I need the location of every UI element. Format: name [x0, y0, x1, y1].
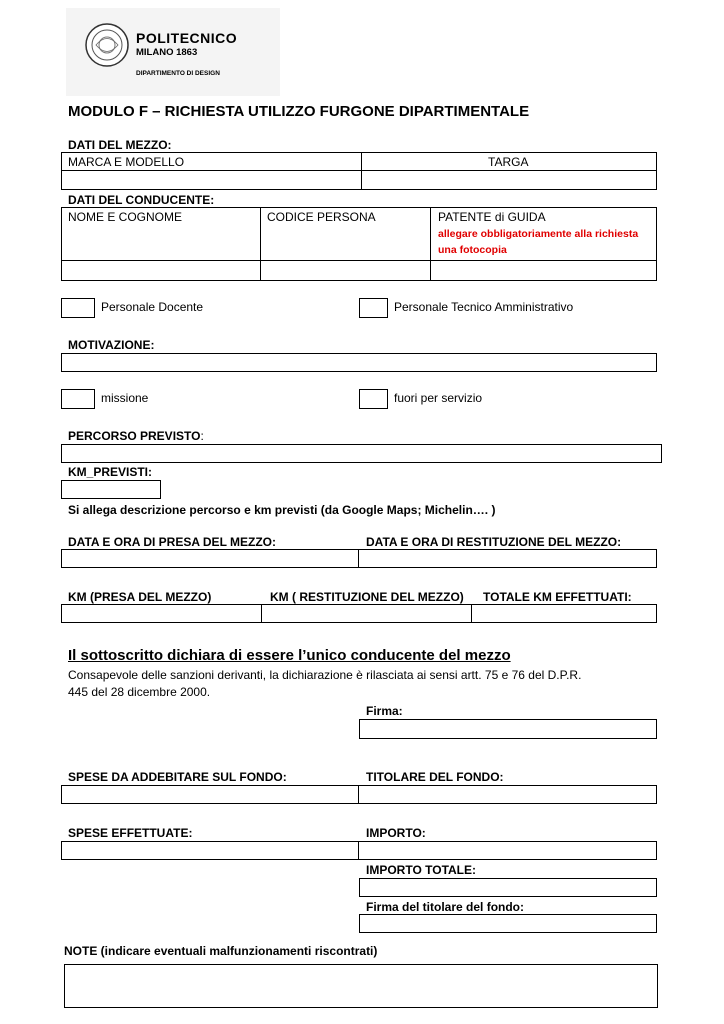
- notes-input[interactable]: [64, 964, 658, 1008]
- fund-holder-label: TITOLARE DEL FONDO:: [366, 770, 504, 784]
- service-checkbox[interactable]: [359, 389, 388, 409]
- service-label: fuori per servizio: [394, 391, 483, 405]
- route-colon: :: [200, 429, 204, 443]
- total-amount-input[interactable]: [359, 878, 657, 897]
- license-note: allegare obbligatoriamente alla richiesta una fotocopia: [438, 228, 639, 256]
- technical-staff-checkbox[interactable]: [359, 298, 388, 318]
- fund-charge-input[interactable]: [61, 785, 359, 804]
- fund-holder-input[interactable]: [358, 785, 657, 804]
- signature-input[interactable]: [359, 719, 657, 739]
- motivation-label: MOTIVAZIONE:: [68, 338, 155, 352]
- pickup-datetime-label: DATA E ORA DI PRESA DEL MEZZO:: [68, 535, 277, 549]
- expenses-label: SPESE EFFETTUATE:: [68, 826, 193, 840]
- route-input[interactable]: [61, 444, 662, 463]
- logo-name: POLITECNICO: [136, 30, 238, 46]
- person-code-header-cell: [260, 207, 431, 261]
- route-label: PERCORSO PREVISTO: [68, 429, 201, 443]
- km-pickup-input[interactable]: [61, 604, 262, 623]
- km-pickup-label: KM (PRESA DEL MEZZO): [68, 590, 212, 604]
- license-header-cell: [430, 207, 657, 261]
- return-datetime-input[interactable]: [358, 549, 657, 568]
- km-total-input[interactable]: [471, 604, 657, 623]
- holder-signature-input[interactable]: [359, 914, 657, 933]
- university-seal-icon: [84, 22, 130, 68]
- expenses-input[interactable]: [61, 841, 359, 860]
- plate-input[interactable]: [361, 170, 657, 190]
- notes-label: NOTE (indicare eventuali malfunzionamenti riscontrati): [64, 944, 378, 958]
- signature-label: Firma:: [366, 704, 403, 718]
- declaration-heading: Il sottoscritto dichiara di essere l’unico conducente del mezzo: [68, 647, 511, 664]
- make-model-label: MARCA E MODELLO: [68, 155, 185, 169]
- plate-header-cell: [361, 152, 657, 171]
- person-code-label: CODICE PERSONA: [267, 210, 376, 224]
- logo-department: DIPARTIMENTO DI DESIGN: [136, 70, 220, 77]
- teaching-staff-checkbox[interactable]: [61, 298, 95, 318]
- km-planned-label: KM_PREVISTI:: [68, 465, 153, 479]
- name-input[interactable]: [61, 260, 261, 281]
- km-planned-input[interactable]: [61, 480, 161, 499]
- declaration-line-1: Consapevole delle sanzioni derivanti, la dichiarazione è rilasciata ai sensi artt. 75 e 76 del D.P.R.: [68, 668, 582, 682]
- amount-input[interactable]: [358, 841, 657, 860]
- declaration-line-2: 445 del 28 dicembre 2000.: [68, 685, 211, 699]
- mission-checkbox[interactable]: [61, 389, 95, 409]
- logo-subname: MILANO 1863: [136, 47, 198, 58]
- fund-charge-label: SPESE DA ADDEBITARE SUL FONDO:: [68, 770, 287, 784]
- driver-section-label: DATI DEL CONDUCENTE:: [68, 193, 215, 207]
- license-input[interactable]: [430, 260, 657, 281]
- person-code-input[interactable]: [260, 260, 431, 281]
- motivation-input[interactable]: [61, 353, 657, 372]
- mission-label: missione: [101, 391, 149, 405]
- license-label: PATENTE di GUIDA: [438, 210, 546, 224]
- technical-staff-label: Personale Tecnico Amministrativo: [394, 300, 574, 314]
- plate-label: TARGA: [488, 155, 529, 169]
- name-label: NOME E COGNOME: [68, 210, 183, 224]
- pickup-datetime-input[interactable]: [61, 549, 359, 568]
- teaching-staff-label: Personale Docente: [101, 300, 204, 314]
- km-total-label: TOTALE KM EFFETTUATI:: [483, 590, 632, 604]
- km-return-input[interactable]: [261, 604, 472, 623]
- route-attach-note: Si allega descrizione percorso e km previsti (da Google Maps; Michelin…. ): [68, 503, 496, 517]
- page-title: MODULO F – RICHIESTA UTILIZZO FURGONE DIPARTIMENTALE: [68, 103, 530, 120]
- total-amount-label: IMPORTO TOTALE:: [366, 863, 476, 877]
- vehicle-section-label: DATI DEL MEZZO:: [68, 138, 172, 152]
- holder-signature-label: Firma del titolare del fondo:: [366, 900, 525, 914]
- name-header-cell: [61, 207, 261, 261]
- return-datetime-label: DATA E ORA DI RESTITUZIONE DEL MEZZO:: [366, 535, 622, 549]
- km-return-label: KM ( RESTITUZIONE DEL MEZZO): [270, 590, 464, 604]
- amount-label: IMPORTO:: [366, 826, 426, 840]
- route-label-row: [68, 429, 204, 443]
- make-model-header-cell: [61, 152, 362, 171]
- make-model-input[interactable]: [61, 170, 362, 190]
